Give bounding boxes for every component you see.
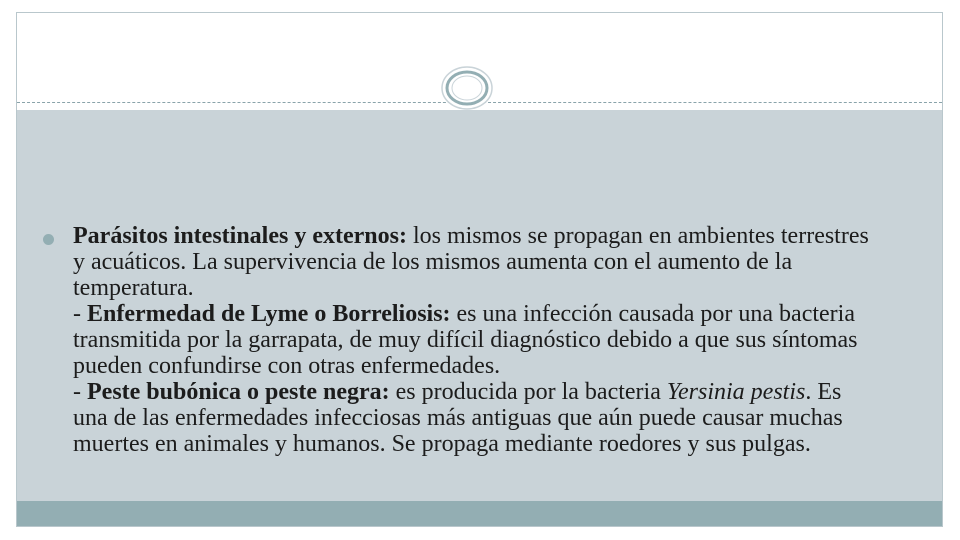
species-name: Yersinia pestis: [666, 379, 806, 405]
bullet-paragraph: [73, 223, 873, 457]
footer-band: [17, 501, 942, 526]
bullet-dot-icon: [43, 234, 54, 245]
dash-lyme: -: [73, 301, 87, 327]
text-parasitos: los mismos se propagan en ambientes terrestres y acuáticos. La supervivencia de los mismos aumenta con el aumento de la temperatura.: [73, 223, 869, 301]
ring-ornament-icon: [440, 65, 494, 111]
heading-lyme: Enfermedad de Lyme o Borreliosis:: [87, 301, 451, 327]
text-peste-before: es producida por la bacteria: [389, 379, 667, 405]
dash-peste: -: [73, 379, 87, 405]
heading-peste: Peste bubónica o peste negra:: [87, 379, 390, 405]
text-lyme: es una infección causada por una bacteria transmitida por la garrapata, de muy difícil diagnóstico debido a que sus síntomas pueden confundirse con otras enfermedades.: [73, 301, 858, 379]
text-peste-after: . Es una de las enfermedades infecciosas más antiguas que aún puede causar muchas muertes en animales y humanos. Se propaga mediante roedores y sus pulgas.: [73, 379, 843, 457]
content-area: [17, 110, 942, 501]
heading-parasitos: Parásitos intestinales y externos:: [73, 223, 407, 249]
